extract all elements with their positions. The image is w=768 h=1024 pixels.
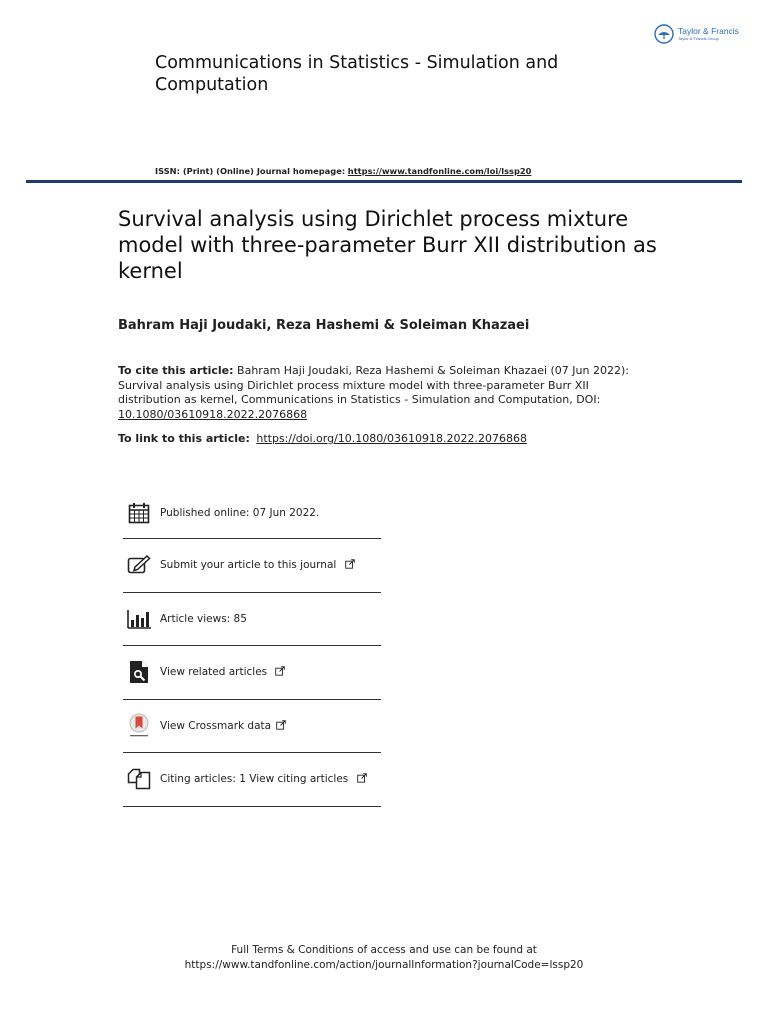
bar-chart-icon: [127, 607, 151, 631]
citation-block: [118, 364, 638, 422]
link-label: To link to this article:: [118, 432, 250, 445]
related-articles-label: View related articles: [160, 666, 268, 679]
submit-article-label: Submit your article to this journal: [160, 559, 337, 572]
taylor-francis-logo-icon: [654, 24, 674, 44]
citing-articles-link[interactable]: [160, 773, 367, 785]
article-doi-link[interactable]: https://doi.org/10.1080/03610918.2022.2076868: [256, 432, 527, 445]
journal-title: Communications in Statistics - Simulation and Computation: [155, 53, 559, 95]
footer-terms-text: Full Terms & Conditions of access and use can be found at: [231, 944, 537, 956]
list-item-submit-article[interactable]: [123, 539, 381, 593]
issn-line: [155, 166, 531, 176]
external-link-icon: [276, 720, 286, 730]
external-link-icon: [275, 666, 285, 676]
article-link-line: [118, 432, 527, 445]
crossmark-link[interactable]: [160, 720, 286, 732]
publisher-logo[interactable]: [654, 22, 754, 46]
crossmark-label: View Crossmark data: [160, 719, 272, 732]
list-item-crossmark[interactable]: [123, 700, 381, 754]
cite-text: Bahram Haji Joudaki, Reza Hashemi & Soleiman Khazaei (07 Jun 2022): Survival analysis using Dirichlet process mixture model with three-parameter Burr XII distribution as kernel, Communications in Statistics - Simulation and Computation, DOI:: [118, 364, 629, 406]
article-views-label: Article views: 85: [160, 612, 247, 625]
citing-articles-label: Citing articles: 1 View citing articles: [160, 773, 349, 786]
cite-doi-link[interactable]: 10.1080/03610918.2022.2076868: [118, 407, 308, 421]
footer-terms-link[interactable]: https://www.tandfonline.com/action/journalInformation?journalCode=lssp20: [184, 958, 584, 971]
submit-article-link[interactable]: [160, 559, 355, 571]
issn-label: ISSN: (Print) (Online) Journal homepage:: [155, 166, 346, 176]
list-item-published: [123, 487, 381, 539]
article-info-list: [123, 487, 381, 807]
edit-icon: [127, 553, 151, 577]
external-link-icon: [345, 559, 355, 569]
list-item-citing-articles[interactable]: [123, 753, 381, 807]
crossmark-icon: [127, 714, 151, 738]
article-authors: Bahram Haji Joudaki, Reza Hashemi & Soleiman Khazaei: [118, 318, 530, 333]
calendar-icon: [127, 501, 151, 525]
related-articles-link[interactable]: [160, 666, 285, 678]
list-item-related-articles[interactable]: [123, 646, 381, 700]
list-item-article-views: [123, 593, 381, 647]
published-date-label: Published online: 07 Jun 2022.: [160, 506, 320, 519]
header-divider: [26, 180, 742, 183]
external-link-icon: [357, 773, 367, 783]
publisher-name: Taylor & Francis: [678, 26, 739, 37]
publisher-group: Taylor & Francis Group: [678, 35, 719, 41]
journal-homepage-link[interactable]: https://www.tandfonline.com/loi/lssp20: [347, 166, 532, 176]
cite-label: To cite this article:: [118, 364, 234, 377]
article-title: Survival analysis using Dirichlet process mixture model with three-parameter Burr XII distribution as kernel: [118, 207, 657, 283]
footer-terms: [0, 943, 768, 972]
citing-articles-icon: [127, 767, 151, 791]
search-document-icon: [127, 660, 151, 684]
